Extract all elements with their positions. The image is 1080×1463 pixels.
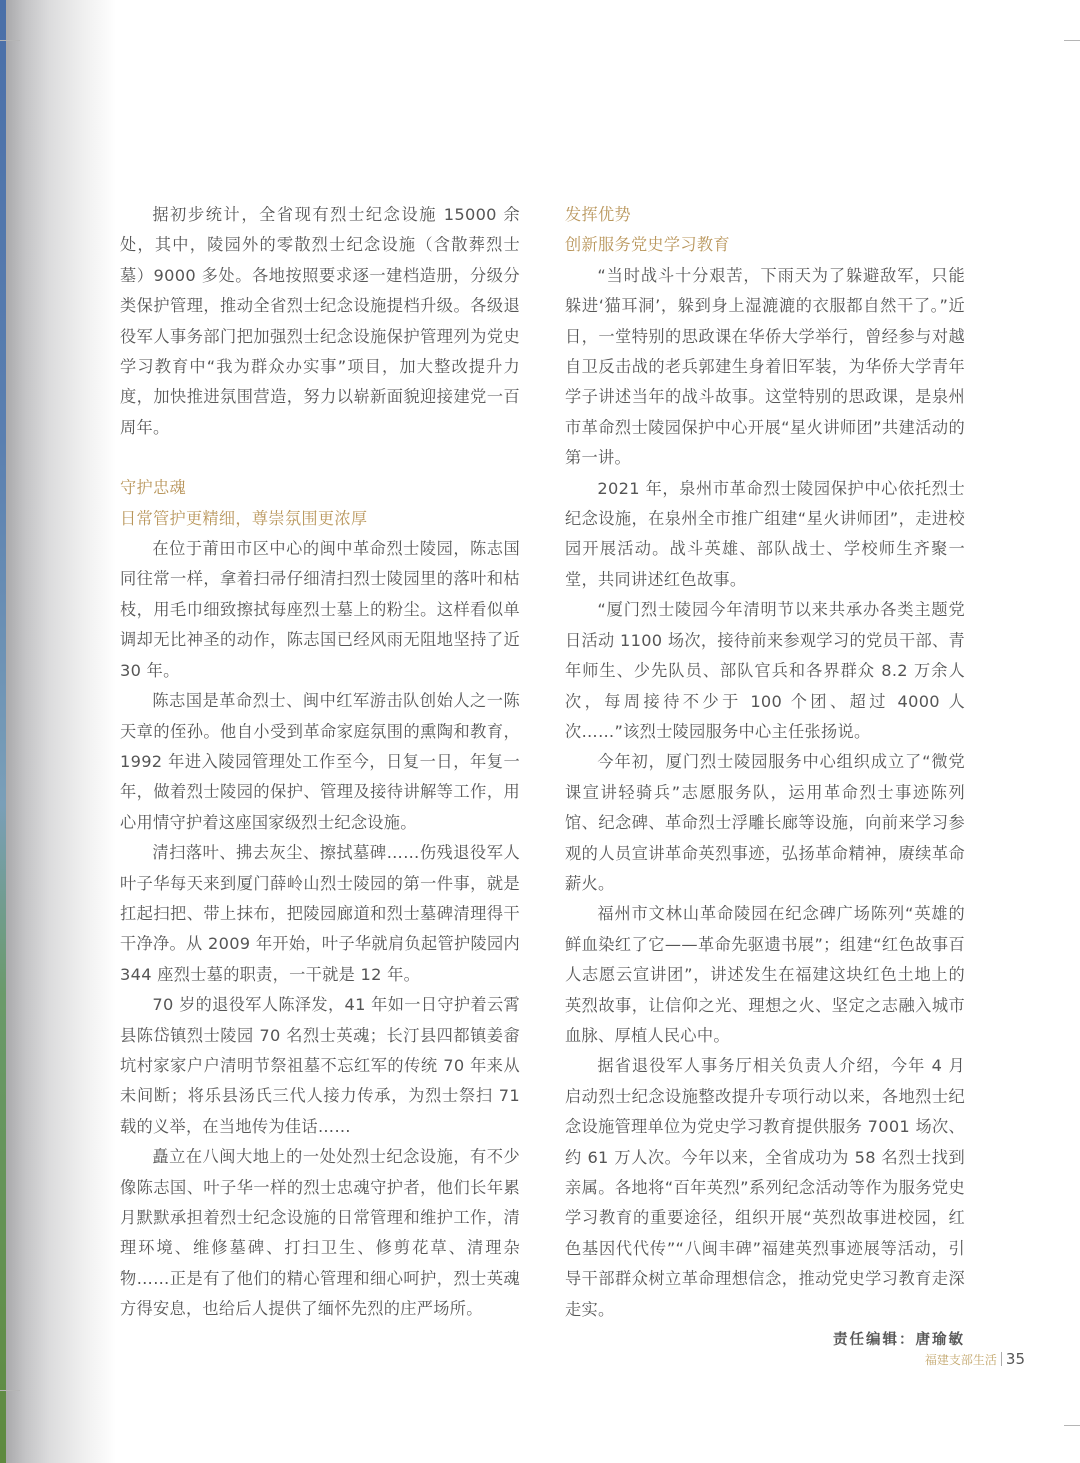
section-gap — [120, 443, 520, 473]
body-paragraph: 在位于莆田市区中心的闽中革命烈士陵园，陈志国同往常一样，拿着扫帚仔细清扫烈士陵园里的落叶和枯枝，用毛巾细致擦拭每座烈士墓上的粉尘。这样看似单调却无比神圣的动作，陈志国已经风雨无阻地坚持了近 30 年。 — [120, 539, 520, 680]
body-paragraph: 据省退役军人事务厅相关负责人介绍，今年 4 月启动烈士纪念设施整改提升专项行动以来，各地烈士纪念设施管理单位为党史学习教育提供服务 7001 场次、约 61 万人次。今年以来，全省成功为 58 名烈士找到亲属。各地将“百年英烈”系列纪念活动等作为服务党史学习教育的重要途径，组织开展“英烈故事进校园，红色基因代代传”“八闽丰碑”福建英烈事迹展等活动，引导干部群众树立革命理想信念，推动党史学习教育走深走实。 — [565, 1056, 965, 1319]
body-paragraph: 70 岁的退役军人陈泽发，41 年如一日守护着云霄县陈岱镇烈士陵园 70 名烈士英魂；长汀县四都镇姜畲坑村家家户户清明节祭祖墓不忘红军的传统 70 年来从未间断；将乐县汤氏三代人接力传承，为烈士祭扫 71 载的义举，在当地传为佳话…… — [120, 995, 520, 1136]
right-column — [565, 200, 965, 1355]
body-paragraph: 2021 年，泉州市革命烈士陵园保护中心依托烈士纪念设施，在泉州全市推广组建“星火讲师团”，走进校园开展活动。战斗英雄、部队战士、学校师生齐聚一堂，共同讲述红色故事。 — [565, 478, 965, 589]
body-paragraph: 今年初，厦门烈士陵园服务中心组织成立了“微党课宣讲轻骑兵”志愿服务队，运用革命烈士事迹陈列馆、纪念碑、革命烈士浮雕长廊等设施，向前来学习参观的人员宣讲革命英烈事迹，弘扬革命精神，赓续革命薪火。 — [565, 752, 965, 893]
editor-byline: 责任编辑：唐瑜敏 — [833, 1331, 965, 1349]
section-subtitle: 创新服务党史学习教育 — [565, 235, 730, 255]
binding-gutter-shadow — [6, 0, 116, 1463]
section-title: 守护忠魂 — [120, 478, 186, 498]
footer-divider — [1001, 1352, 1002, 1366]
body-paragraph: 矗立在八闽大地上的一处处烈士纪念设施，有不少像陈志国、叶子华一样的烈士忠魂守护者，他们长年累月默默承担着烈士纪念设施的日常管理和维护工作，清理环境、维修墓碑、打扫卫生、修剪花草、清理杂物……正是有了他们的精心管理和细心呵护，烈士英魂方得安息，也给后人提供了缅怀先烈的庄严场所。 — [120, 1147, 520, 1319]
magazine-name: 福建支部生活 — [924, 1352, 997, 1367]
crop-mark-top-right — [1064, 40, 1080, 41]
body-paragraph: 福州市文林山革命陵园在纪念碑广场陈列“英雄的鲜血染红了它——革命先驱遗书展”；组建“红色故事百人志愿云宣讲团”，讲述发生在福建这块红色土地上的英烈故事，让信仰之光、理想之火、坚定之志融入城市血脉、厚植人民心中。 — [565, 904, 965, 1045]
crop-mark-bottom-right — [1064, 1425, 1080, 1426]
crop-mark-top-left — [0, 40, 20, 41]
body-paragraph: 清扫落叶、拂去灰尘、擦拭墓碑……伤残退役军人叶子华每天来到厦门薛岭山烈士陵园的第一件事，就是扛起扫把、带上抹布，把陵园廊道和烈士墓碑清理得干干净净。从 2009 年开始，叶子华就肩负起管护陵园内 344 座烈士墓的职责，一干就是 12 年。 — [120, 843, 520, 984]
page-footer — [925, 1350, 1025, 1368]
body-paragraph: “当时战斗十分艰苦，下雨天为了躲避敌军，只能躲进‘猫耳洞’，躲到身上湿漉漉的衣服都自然干了。”近日，一堂特别的思政课在华侨大学举行，曾经参与对越自卫反击战的老兵郭建生身着旧军装，为华侨大学青年学子讲述当年的战斗故事。这堂特别的思政课，是泉州市革命烈士陵园保护中心开展“星火讲师团”共建活动的第一讲。 — [565, 265, 965, 468]
body-paragraph: 陈志国是革命烈士、闽中红军游击队创始人之一陈天章的侄孙。他自小受到革命家庭氛围的熏陶和教育，1992 年进入陵园管理处工作至今，日复一日，年复一年，做着烈士陵园的保护、管理及接待讲解等工作，用心用情守护着这座国家级烈士纪念设施。 — [120, 691, 520, 832]
page-number: 35 — [1005, 1350, 1025, 1368]
body-paragraph: “厦门烈士陵园今年清明节以来共承办各类主题党日活动 1100 场次，接待前来参观学习的党员干部、青年师生、少先队员、部队官兵和各界群众 8.2 万余人次，每周接待不少于 100 个团、超过 4000 人次……”该烈士陵园服务中心主任张扬说。 — [565, 600, 965, 741]
section-subtitle: 日常管护更精细，尊崇氛围更浓厚 — [120, 508, 368, 528]
section-title: 发挥优势 — [565, 205, 631, 224]
crop-mark-bottom-left — [0, 1390, 20, 1391]
intro-paragraph: 据初步统计，全省现有烈士纪念设施 15000 余处，其中，陵园外的零散烈士纪念设施（含散葬烈士墓）9000 多处。各地按照要求逐一建档造册，分级分类保护管理，推动全省烈士纪念设施提档升级。各级退役军人事务部门把加强烈士纪念设施保护管理列为党史学习教育中“我为群众办实事”项目，加大整改提升力度，加快推进氛围营造，努力以崭新面貌迎接建党一百周年。 — [120, 205, 520, 437]
left-column — [120, 200, 520, 1325]
